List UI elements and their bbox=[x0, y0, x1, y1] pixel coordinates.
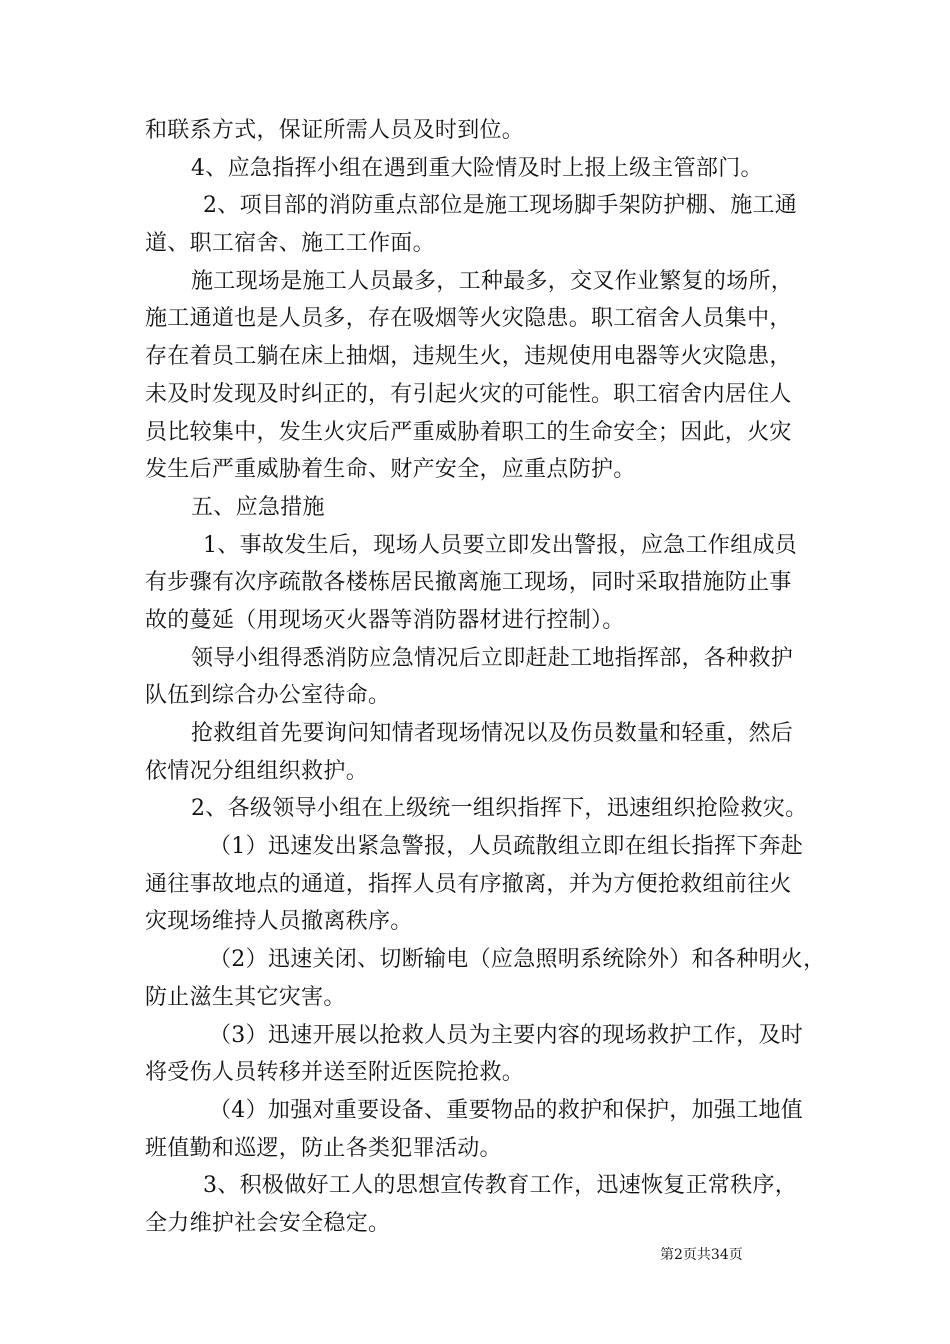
text-line: 施工通道也是人员多，存在吸烟等火灾隐患。职工宿舍人员集中， bbox=[145, 306, 792, 332]
text-line: 1、事故发生后，现场人员要立即发出警报，应急工作组成员 bbox=[203, 532, 798, 558]
text-line: （3）迅速开展以抢救人员为主要内容的现场救护工作，及时 bbox=[209, 1022, 804, 1048]
text-line: 3、积极做好工人的思想宣传教育工作，迅速恢复正常秩序， bbox=[203, 1173, 798, 1199]
text-line: （2）迅速关闭、切断输电（应急照明系统除外）和各种明火， bbox=[209, 947, 826, 973]
text-line: 2、各级领导小组在上级统一组织指挥下，迅速组织抢险救灾。 bbox=[191, 796, 808, 822]
text-line: （4）加强对重要设备、重要物品的救护和保护，加强工地值 bbox=[209, 1097, 804, 1123]
text-line: 员比较集中，发生火灾后严重威胁着职工的生命安全；因此，火灾 bbox=[145, 419, 792, 445]
text-line: 通往事故地点的通道，指挥人员有序撤离，并为方便抢救组前往火 bbox=[145, 871, 792, 897]
text-line: 灾现场维持人员撤离秩序。 bbox=[145, 909, 413, 935]
text-line: 防止滋生其它灾害。 bbox=[145, 984, 346, 1010]
document-body bbox=[145, 112, 825, 1243]
text-line: 存在着员工躺在床上抽烟，违规生火，违规使用电器等火灾隐患， bbox=[145, 344, 792, 370]
text-line: 抢救组首先要询问知情者现场情况以及伤员数量和轻重，然后 bbox=[191, 721, 794, 746]
text-line: 道、职工宿舍、施工工作面。 bbox=[145, 231, 435, 257]
text-line: 领导小组得悉消防应急情况后立即赶赴工地指挥部，各种救护 bbox=[191, 645, 794, 671]
text-line: 未及时发现及时纠正的，有引起火灾的可能性。职工宿舍内居住人 bbox=[145, 381, 792, 407]
text-line: 队伍到综合办公室待命。 bbox=[145, 683, 391, 709]
text-line: 发生后严重威胁着生命、财产安全，应重点防护。 bbox=[145, 457, 636, 483]
text-line: 2、项目部的消防重点部位是施工现场脚手架防护棚、施工通 bbox=[203, 193, 798, 219]
text-line: 班值勤和巡逻，防止各类犯罪活动。 bbox=[145, 1135, 502, 1161]
text-line: 有步骤有次序疏散各楼栋居民撤离施工现场，同时采取措施防止事 bbox=[145, 570, 792, 596]
section-heading: 五、应急措施 bbox=[191, 494, 325, 520]
text-line: 和联系方式，保证所需人员及时到位。 bbox=[145, 118, 525, 143]
text-line: 依情况分组组织救护。 bbox=[145, 758, 369, 784]
text-line: 将受伤人员转移并送至附近医院抢救。 bbox=[145, 1060, 525, 1086]
text-line: 全力维护社会安全稳定。 bbox=[145, 1210, 391, 1236]
text-line: 4、应急指挥小组在遇到重大险情及时上报上级主管部门。 bbox=[191, 155, 763, 181]
page-number: 第2页共34页 bbox=[660, 1247, 743, 1263]
text-line: 故的蔓延（用现场灭火器等消防器材进行控制）。 bbox=[145, 607, 625, 633]
text-line: （1）迅速发出紧急警报，人员疏散组立即在组长指挥下奔赴 bbox=[209, 834, 804, 860]
text-line: 施工现场是施工人员最多，工种最多，交叉作业繁复的场所， bbox=[191, 268, 794, 294]
